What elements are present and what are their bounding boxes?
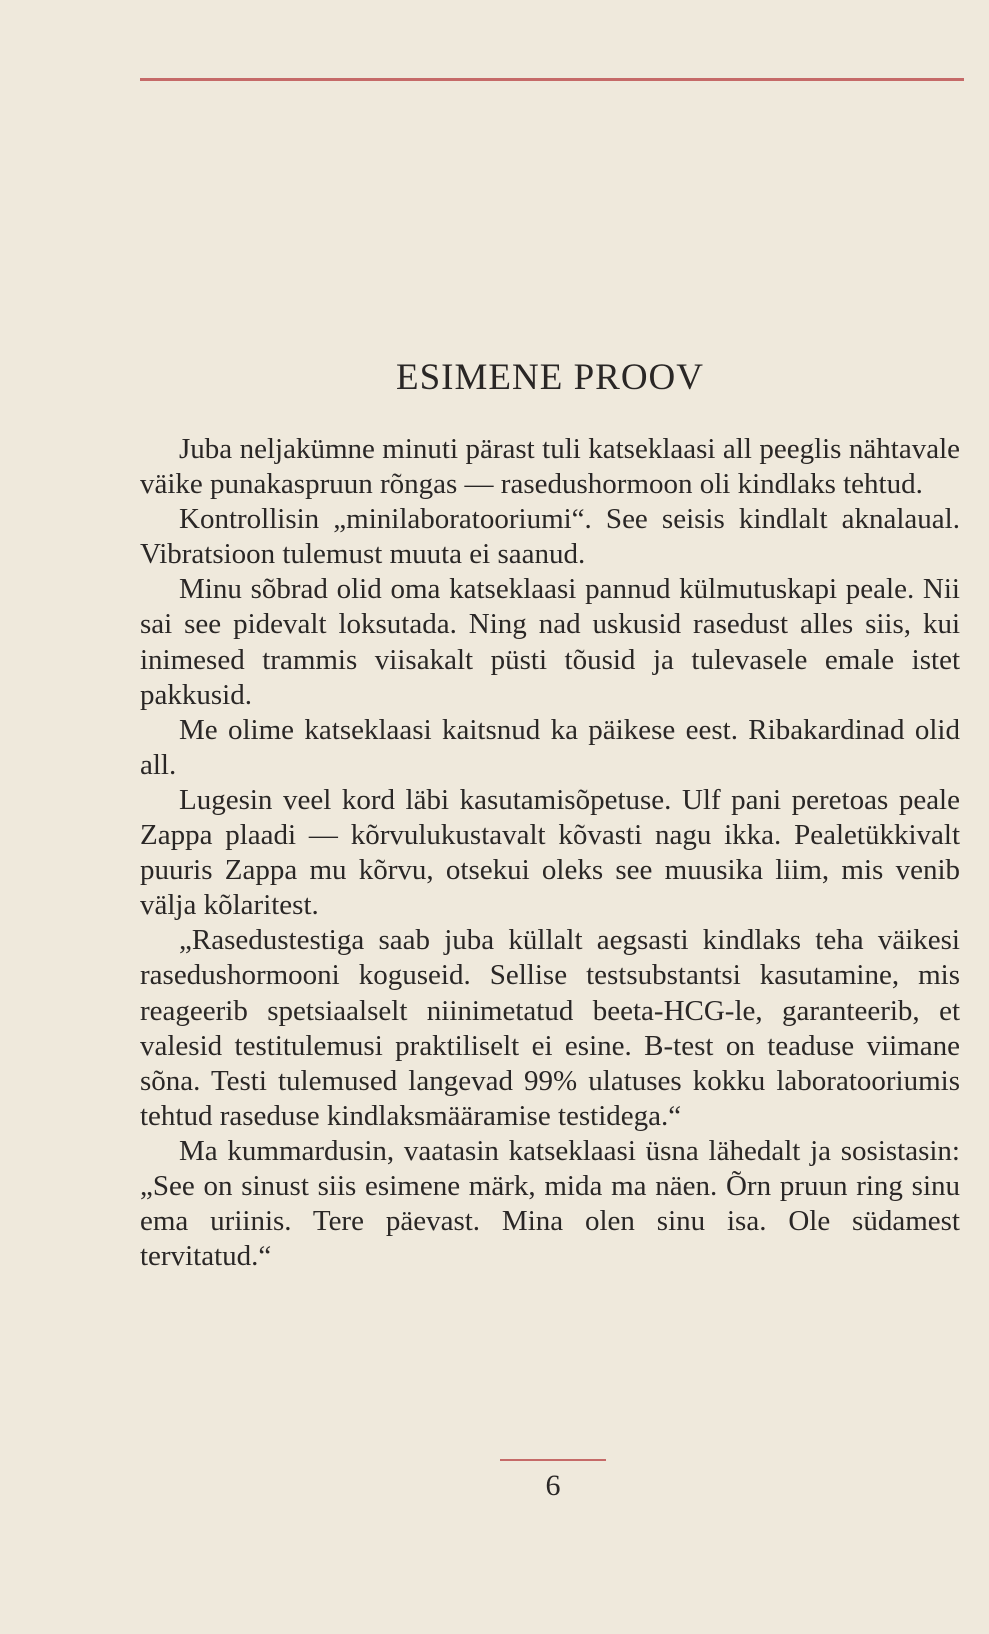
paragraph: Lugesin veel kord läbi kasutamisõpetuse. Ulf pani peretoas peale Zappa plaadi — kõrvulukustavalt kõvasti nagu ikka. Pealetükkivalt puuris Zappa mu kõrvu, otsekui oleks see muusika liim, mis venib välja kõlaritest. xyxy=(140,783,960,922)
bottom-rule xyxy=(500,1459,606,1461)
top-rule xyxy=(140,78,964,81)
paragraph: Kontrollisin „minilaboratooriumi“. See seisis kindlalt aknalaual. Vibratsioon tulemust muuta ei saanud. xyxy=(140,503,960,571)
paragraph: Ma kummardusin, vaatasin katseklaasi üsna lähedalt ja sosistasin: „See on sinust siis esimene märk, mida ma näen. Õrn pruun ring sinu ema uriinis. Tere päevast. Mina olen sinu isa. Ole südamest tervitatud.“ xyxy=(140,1134,960,1273)
paragraph: „Rasedustestiga saab juba küllalt aegsasti kindlaks teha väikesi rasedushormooni koguseid. Sellise testsubstantsi kasutamine, mis reageerib spetsiaalselt niinimetatud beeta-HCG-le, garanteerib, et valesid testitulemusi praktiliselt ei esine. B-test on teaduse viimane sõna. Testi tulemused langevad 99% ulatuses kokku laboratooriumis tehtud raseduse kindlaksmääramise testidega.“ xyxy=(140,924,960,1132)
body-text xyxy=(140,432,960,1274)
paragraph: Me olime katseklaasi kaitsnud ka päikese eest. Ribakardinad olid all. xyxy=(140,713,960,781)
page-number: 6 xyxy=(545,1469,561,1502)
paragraph: Minu sõbrad olid oma katseklaasi pannud külmutuskapi peale. Nii sai see pidevalt loksutada. Ning nad uskusid rasedust alles siis, kui inimesed trammis viisakalt püsti tõusid ja tulevasele emale istet pakkusid. xyxy=(140,573,960,711)
paragraph: Juba neljakümne minuti pärast tuli katseklaasi all peeglis nähtavale väike punakaspruun rõngas — rasedushormoon oli kindlaks tehtud. xyxy=(140,433,960,501)
chapter-title: ESIMENE PROOV xyxy=(396,357,704,398)
